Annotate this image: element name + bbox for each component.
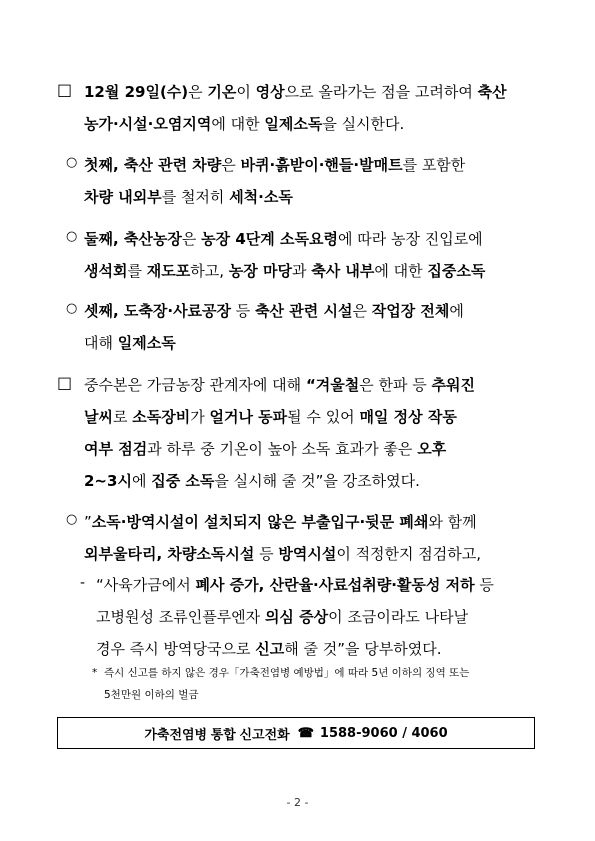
- text-run: 등: [231, 302, 256, 320]
- text-run: 대해: [84, 334, 118, 352]
- bold-text-run: 영상: [255, 83, 285, 101]
- page-number: - 2 -: [286, 796, 309, 809]
- text-run: 에: [449, 302, 464, 320]
- text-run: 은: [181, 230, 202, 248]
- text-run: 은 한파 등: [359, 376, 432, 394]
- text-run: 에 대한: [374, 262, 428, 280]
- bold-text-run: 차량 내외부: [84, 188, 162, 206]
- square-bullet: □: [57, 80, 73, 99]
- text-run: 과: [291, 262, 312, 280]
- square-bullet: □: [57, 373, 73, 392]
- bold-text-run: 소독·방역시설이 설치되지 않은 부출입구·뒷문 폐쇄: [91, 513, 429, 531]
- text-run: 에 따라 농장 진입로에: [337, 230, 483, 248]
- bold-text-run: 농장 마당: [228, 262, 292, 280]
- text-run: 를 철저히: [161, 188, 230, 206]
- bold-text-run: 추워진: [431, 376, 476, 394]
- text-run: 으로 올라가는 점을 고려하여: [284, 83, 478, 101]
- text-run: 를 포함한: [402, 156, 466, 174]
- report-hotline-label: 가축전염병 통합 신고전화: [144, 726, 290, 742]
- bold-text-run: 폐사 증가, 산란율·사료섭취량·활동성 저하: [195, 576, 475, 594]
- footnote-line1: 즉시 신고를 하지 않은 경우「가축전염병 예방법」에 따라 5년 이하의 징역 또는: [104, 667, 470, 679]
- bold-text-run: 둘째, 축산농장: [84, 230, 182, 248]
- bold-text-run: 오후: [417, 440, 447, 458]
- bold-text-run: 신고: [255, 640, 285, 658]
- report-hotline-numbers: 1588-9060 / 4060: [319, 725, 448, 741]
- text-run: 등: [254, 545, 279, 563]
- text-run: 에 대한: [211, 115, 265, 133]
- sub1-line2: [84, 181, 537, 213]
- text-run: 을 실시한다.: [322, 115, 405, 133]
- bold-text-run: 12월 29일(수): [84, 83, 189, 101]
- bold-text-run: 농장 4단계 소독요령: [201, 230, 338, 248]
- section2-line4: [84, 465, 537, 497]
- phone-icon: ☎: [297, 725, 314, 740]
- text-run: 은: [188, 83, 208, 101]
- bold-text-run: 매일 정상 작동: [359, 408, 457, 426]
- dash-bullet: -: [80, 575, 86, 591]
- bold-text-run: 집중소독: [427, 262, 486, 280]
- bold-text-run: 축산 관련 시설: [255, 302, 353, 320]
- bold-text-run: 축사 내부: [311, 262, 375, 280]
- circle-bullet: ○: [66, 301, 78, 316]
- bold-text-run: “겨울철: [305, 376, 360, 394]
- sub2-line2: [84, 255, 537, 287]
- bold-text-run: 여부 점검: [84, 440, 148, 458]
- text-run: 중수본은 가금농장 관계자에 대해: [84, 376, 306, 394]
- text-run: 를: [127, 262, 147, 280]
- text-run: ”: [84, 513, 92, 531]
- sub4-line2: [84, 538, 537, 570]
- bold-text-run: 2~3시: [84, 472, 132, 490]
- circle-bullet: ○: [66, 229, 78, 244]
- text-run: 와 함께: [428, 513, 477, 531]
- text-run: 고병원성 조류인플루엔자: [96, 608, 265, 626]
- sub2-line1: [84, 223, 537, 255]
- text-run: 을 실시해 줄 것”을 강조하였다.: [214, 472, 420, 490]
- bold-text-run: 날씨: [84, 408, 113, 426]
- section2-line1: [84, 369, 537, 401]
- footnote-line2: 5천만원 이하의 벌금: [104, 689, 199, 701]
- text-run: 해 줄 것”을 당부하였다.: [284, 640, 442, 658]
- sub3-line2: [84, 327, 537, 359]
- text-run: 은: [221, 156, 241, 174]
- bold-text-run: 농가·시설·오염지역: [84, 115, 212, 133]
- dash1-line3: [96, 633, 537, 665]
- bold-text-run: 방역시설: [278, 545, 337, 563]
- bold-text-run: 의심 증상: [264, 608, 329, 626]
- text-run: 하고,: [190, 262, 229, 280]
- bold-text-run: 바퀴·흙받이·핸들·발매트: [240, 156, 403, 174]
- bold-text-run: 세척·소독: [229, 188, 293, 206]
- bold-text-run: 첫째, 축산 관련 차량: [84, 156, 222, 174]
- section2-line2: [84, 401, 537, 433]
- text-run: 경우 즉시 방역당국으로: [96, 640, 256, 658]
- bold-text-run: 일제소독: [117, 334, 176, 352]
- text-run: 될 수 있어: [287, 408, 360, 426]
- dash1-line1: [96, 569, 537, 601]
- bold-text-run: 얼거나 동파: [209, 408, 288, 426]
- bold-text-run: 작업장 전체: [371, 302, 450, 320]
- bold-text-run: 외부울타리, 차량소독시설: [84, 545, 255, 563]
- bold-text-run: 기온: [207, 83, 237, 101]
- text-run: 에: [131, 472, 152, 490]
- text-run: 이 적정한지 점검하고,: [336, 545, 482, 563]
- bold-text-run: 셋째, 도축장·사료공장: [84, 302, 232, 320]
- text-run: 이 조금이라도 나타날: [328, 608, 469, 626]
- bold-text-run: 생석회: [84, 262, 128, 280]
- bold-text-run: 소독장비: [132, 408, 191, 426]
- section1-line1: [84, 76, 537, 108]
- circle-bullet: ○: [66, 155, 78, 170]
- text-run: 은: [352, 302, 372, 320]
- text-run: 등: [474, 576, 494, 594]
- sub1-line1: [84, 149, 537, 181]
- text-run: 로: [112, 408, 133, 426]
- text-run: 과 하루 중 기온이 높아 소독 효과가 좋은: [147, 440, 418, 458]
- text-run: 이: [236, 83, 256, 101]
- section1-line2: [84, 108, 537, 140]
- sub4-line1: [84, 506, 537, 538]
- bold-text-run: 재도포: [146, 262, 191, 280]
- sub3-line1: [84, 295, 537, 327]
- text-run: 가: [190, 408, 210, 426]
- bold-text-run: 일제소독: [264, 115, 323, 133]
- text-run: “사육가금에서: [96, 576, 196, 594]
- footnote-marker: *: [92, 667, 98, 679]
- report-hotline-box: [57, 717, 535, 749]
- dash1-line2: [96, 601, 537, 633]
- section2-line3: [84, 433, 537, 465]
- bold-text-run: 축산: [477, 83, 507, 101]
- circle-bullet: ○: [66, 512, 78, 527]
- bold-text-run: 집중 소독: [151, 472, 215, 490]
